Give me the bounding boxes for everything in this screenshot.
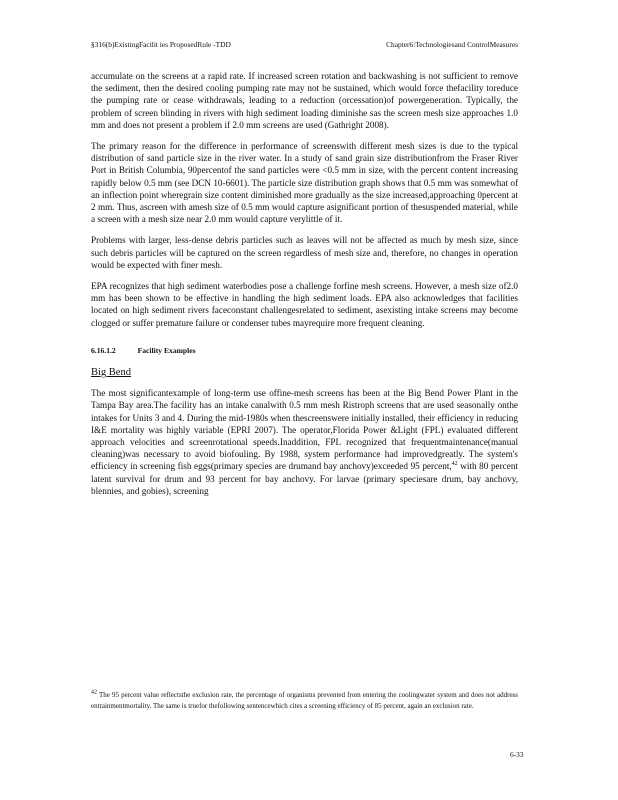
paragraph-sediment-pumping: accumulate on the screens at a rapid rate. If increased screen rotation and backwashing is not sufficient to remove the sediment, then the desired cooling pumping rate may not be sustained, which would force thefacility toreduce the pumping rate or cease withdrawals, leading to a reduction (orcessation)of powergeneration. Typically, the problem of screen blinding in rivers with high sediment loading diminishe sas the screen mesh size approaches 1.0 mm and does not present a problem if 2.0 mm screens are used (Gathright 2008).: [91, 71, 518, 130]
paragraph-big-bend: [91, 387, 518, 497]
paragraph-epa-recognizes: EPA recognizes that high sediment waterbodies pose a challenge forfine mesh screens. However, a mesh size of2.0 mm has been shown to be effective in handling the high sediment loads. EPA also acknowledges that facilities located on high sediment rivers faceconstant challengesrelated to sediment, asexisting intake screens may become clogged or suffer premature failure or condenser tubes mayrequire more frequent cleaning.: [91, 281, 518, 328]
page-number: 6-33: [510, 750, 524, 759]
footnote: [91, 690, 518, 711]
subsection-number: 6.16.1.2: [91, 345, 116, 355]
paragraph-debris: Problems with larger, less-dense debris particles such as leaves will not be affected as much by mesh size, since such debris particles will be captured on the screen regardless of mesh size and, therefore, no changes in operation would be expected with finer mesh.: [91, 235, 518, 270]
facility-heading: Big Bend: [91, 367, 131, 379]
subsection-title: Facility Examples: [137, 345, 196, 355]
footnote-marker: 42: [91, 689, 97, 696]
running-header: [91, 40, 518, 49]
header-right: Chapter6:Technologiesand ControlMeasures: [386, 40, 518, 49]
body-text: [91, 70, 518, 506]
subsection-heading: [91, 345, 518, 357]
footnote-text: The 95 percent value reflectsthe exclusion rate, the percentage of organisms prevented from entering the coolingwater system and does not address entrainmentmortality. The same is truefor thefollowing sentencewhich cites a screening efficiency of 85 percent, again an exclusion rate.: [91, 691, 518, 710]
header-left: §316(b)ExistingFacilit ies ProposedRule -TDD: [91, 40, 231, 49]
paragraph-sand-distribution: The primary reason for the difference in performance of screenswith different mesh sizes is due to the typical distribution of sand particle size in the river water. In a study of sand grain size distributionfrom the Fraser River Port in British Columbia, 90percentof the sand particles were <0.5 mm in size, with the percent content increasing rapidly below 0.5 mm (see DCN 10-6601). The particle size distribution graph shows that 0.5 mm was somewhat of an inflection point wheregrain size content diminished more gradually as the size increased,approaching 0percent at 2 mm. Thus, ascreen with amesh size of 0.5 mm would capture asignificant portion of thesuspended material, while a screen with a mesh size near 2.0 mm would capture verylittle of it.: [91, 141, 518, 225]
footnote-reference[interactable]: 42: [451, 461, 458, 468]
big-bend-text-after: with 80 percent latent survival for drum and 93 percent for bay anchovy. For larvae (primary speciesare drum, bay anchovy, blennies, and gobies), screening: [91, 461, 518, 496]
big-bend-text-before: The most significantexample of long-term use offine-mesh screens has been at the Big Bend Power Plant in the Tampa Bay area.The facility has an intake canalwith 0.5 mm mesh Ristroph screens that are used seasonally onthe intakes for Units 3 and 4. During the mid-1980s when thescreenswere initially installed, their efficiency in reducing I&E mortality was highly variable (EPRI 2007). The operator,Florida Power &Light (FPL) evaluated different approach velocities and screenrotational speeds.Inaddition, FPL recognized that frequentmaintenance(manual cleaning)was necessary to avoid biofouling. By 1988, system performance had improvedgreatly. The system's efficiency in screening fish eggs(primary species are drumand bay anchovy)exceeded 95 percent,: [91, 388, 518, 472]
